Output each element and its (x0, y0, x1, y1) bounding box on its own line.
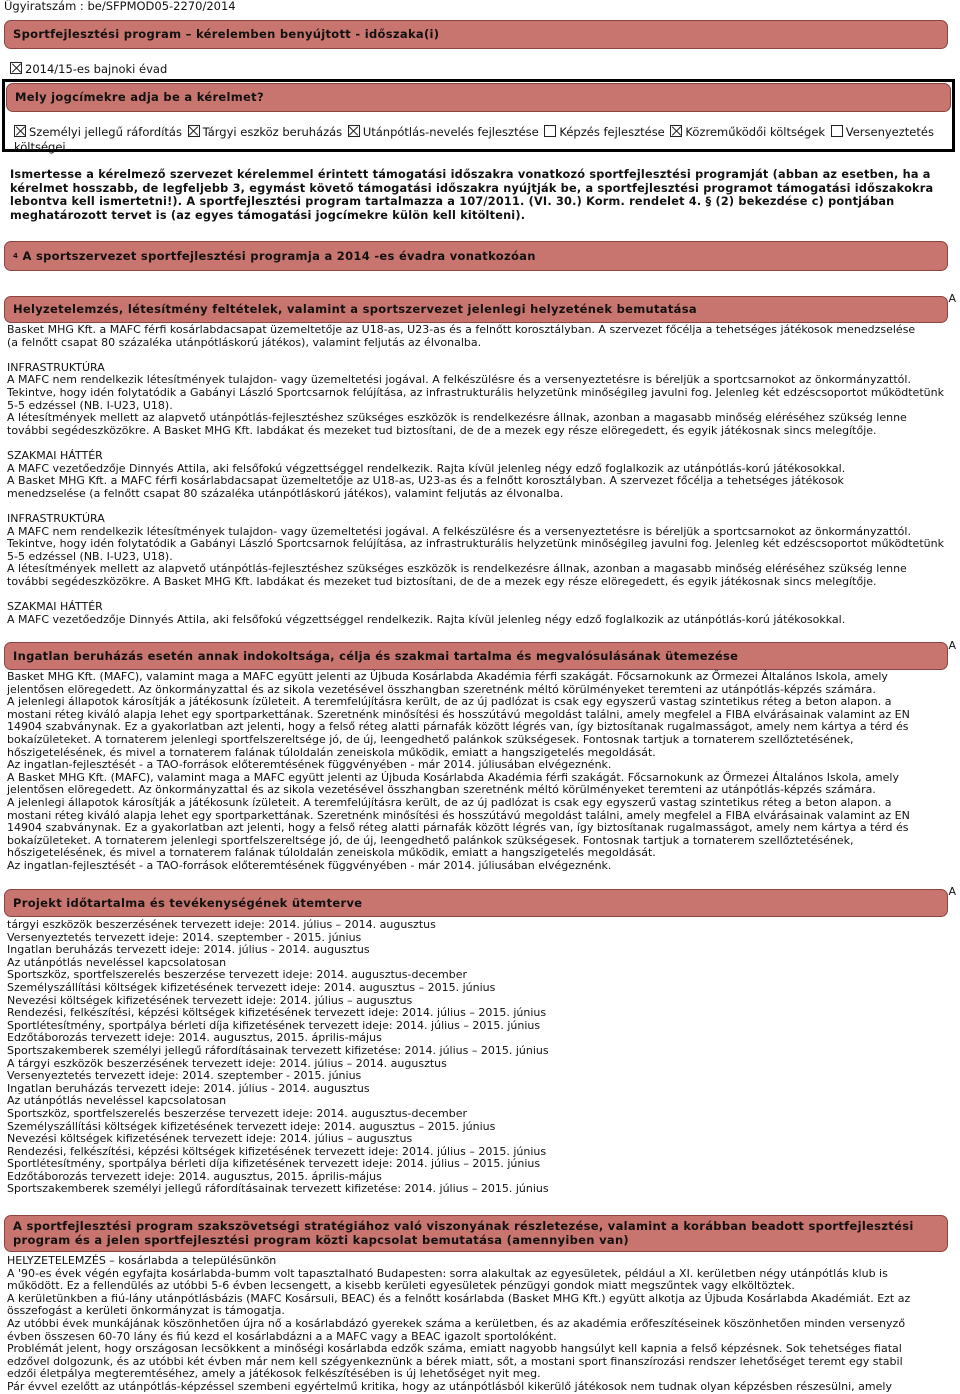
program-period-bar (4, 20, 948, 49)
checkbox-checked-icon[interactable] (348, 125, 360, 137)
duration-text: tárgyi eszközök beszerzésének tervezett ideje: 2014. július – 2014. augusztus Versenyeztetés tervezett ideje: 2014. szeptember - 2015. június Ingatlan beruházás tervezett ideje: 2014. július - 2014. augusztus Az utánpótlás neveléssel kapcsolatosan Sportszköz, sportfelszerelés beszerzése tervezett ideje: 2014. augusztus-december Személyszállítási költségek kifizetésének tervezett ideje: 2014. augusztus – 2015. június Nevezési költségek kifizetésének tervezett ideje: 2014. július – augusztus Rendezési, felkészítési, képzési költségek kifizetésének tervezett ideje: 2014. július – 2015. június Sportlétesítmény, sportpálya bérleti díja kifizetésének tervezett ideje: 2014. július – 2015. június Edzőtáborozás tervezett ideje: 2014. augusztus, 2015. április-május Sportszakemberek személyi jellegű ráfordításainak tervezett kifizetése: 2014. július – 2015. június A tárgyi eszközök beszerzésének tervezett ideje: 2014. július – 2014. augusztus Versenyeztetés tervezett ideje: 2014. szeptember - 2015. június Ingatlan beruházás tervezett ideje: 2014. július - 2014. augusztus Az utánpótlás neveléssel kapcsolatosan Sportszköz, sportfelszerelés beszerzése tervezett ideje: 2014. augusztus-december Személyszállítási költségek kifizetésének tervezett ideje: 2014. augusztus – 2015. június Nevezési költségek kifizetésének tervezett ideje: 2014. július – augusztus Rendezési, felkészítési, képzési költségek kifizetésének tervezett ideje: 2014. július – 2015. június Sportlétesítmény, sportpálya bérleti díja kifizetésének tervezett ideje: 2014. július – 2015. június Edzőtáborozás tervezett ideje: 2014. augusztus, 2015. április-május Sportszakemberek személyi jellegű ráfordításainak tervezett kifizetése: 2014. július – 2015. június (7, 918, 549, 1196)
realestate-text: Basket MHG Kft. (MAFC), valamint maga a MAFC együtt jelenti az Újbuda Kosárlabda Akadémia férfi szakágát. Főcsarnokunk az Őrmezei Általános Iskola, amely jelentősen elöregedett. Az önkormányzattal és az sikola vezetésével összhangban szeretnénk méltó körülményeket teremteni az utánpótlás-képzés számára. A jelenlegi állapotok károsítják a játékosunk ízületeit. A teremfelújításra került, de az új padlózat is csak egy egyszerű vastag szintetikus réteg a beton alapon. a mostani réteg kiváló alapja lehet egy sportparkettának. Szeretnénk minősítési és hosszútávú megoldást találni, amely megfelel a FIBA elvárásainak valamint az EN 14904 szabványnak. Ez a gyakorlatban azt jelenti, hogy a felső réteg alatti párnafák között légrés van, így biztosítanak rugalmasságot, amely nem kártya a térd és bokaízületeket. A tornaterem jelenlegi sportfelszereltsége jó, de új, leengedhető palánkok szükségesek. Fontosnak tartjuk a tornaterem szellőztetésének, hőszigetelésének, és mivel a tornaterem falának túloldalán zeneiskola működik, emiatt a hangszigetelés megoldását. Az ingatlan-fejlesztését - a TAO-források előteremtésének függvényében - már 2014. júliusában elvégeznénk. A Basket MHG Kft. (MAFC), valamint maga a MAFC együtt jelenti az Újbuda Kosárlabda Akadémia férfi szakágát. Főcsarnokunk az Őrmezei Általános Iskola, amely jelentősen elöregedett. Az önkormányzattal és az sikola vezetésével összhangban szeretnénk méltó körülményeket teremteni az utánpótlás-képzés számára. A jelenlegi állapotok károsítják a játékosunk ízületeit. A teremfelújításra került, de az új padlózat is csak egy egyszerű vastag szintetikus réteg a beton alapon. a mostani réteg kiváló alapja lehet egy sportparkettának. Szeretnénk minősítési és hosszútávú megoldást találni, amely megfelel a FIBA elvárásainak valamint az EN 14904 szabványnak. Ez a gyakorlatban azt jelenti, hogy a felső réteg alatti párnafák között légrés van, így biztosítanak rugalmasságot, amely nem kártya a térd és bokaízületeket. A tornaterem jelenlegi sportfelszereltsége jó, de új, leengedhető palánkok szükségesek. Fontosnak tartjuk a tornaterem szellőztetésének, hőszigetelésének, és mivel a tornaterem falának túloldalán zeneiskola működik, emiatt a hangszigetelés megoldását. Az ingatlan-fejlesztését - a TAO-források előteremtésének függvényében - már 2014. júliusában elvégeznénk. (7, 670, 910, 872)
footnote-mark: 4 (13, 251, 19, 260)
checkbox-checked-icon[interactable] (10, 62, 22, 74)
question-bar (6, 83, 951, 112)
strategy-section-bar (4, 1215, 948, 1252)
cost-type-contributor[interactable]: Közreműködői költségek (670, 125, 825, 139)
question-title: Mely jogcímekre adja be a kérelmet? (15, 90, 264, 105)
program-section-title: A sportszervezet sportfejlesztési programja a 2014 -es évadra vonatkozóan (22, 248, 536, 263)
program-period-title: Sportfejlesztési program – kérelemben benyújtott - időszaka(i) (13, 27, 440, 42)
checkbox-checked-icon[interactable] (670, 125, 682, 137)
checkbox-checked-icon[interactable] (188, 125, 200, 137)
realestate-section-bar (4, 642, 948, 670)
situation-section-bar (4, 296, 948, 323)
checkbox-checked-icon[interactable] (14, 125, 26, 137)
duration-section-title: Projekt időtartalma és tevékenységének ütemterve (13, 895, 363, 910)
cost-type-assets[interactable]: Tárgyi eszköz beruházás (188, 125, 343, 139)
cost-type-training[interactable]: Képzés fejlesztése (544, 125, 664, 139)
situation-text: Basket MHG Kft. a MAFC férfi kosárlabdacsapat üzemeltetője az U18-as, U23-as és a felnőtt korosztályban. A szervezet főcélja a tehetséges játékosok menedzselése (a felnőtt csapat 80 százaléka utánpótláskorú játékos), valamint feljutás az élvonalba. INFRASTRUKTÚRA A MAFC nem rendelkezik létesítmények tulajdon- vagy üzemeltetési jogával. A felkészülésre és a versenyeztetésre is béreljük a sportcsarnokot az önkormányzattól. Tekintve, hogy idén folytatódik a Gabányi László Sportcsarnok felújítása, az infrastrukturális helyzetünk minőségileg javulni fog. Jelenleg két edzéscsoportot működtetünk 5-5 edzéssel (NB. I-U23, U18). A létesítmények mellett az alapvető utánpótlás-fejlesztéshez szükséges eszközök is rendelkezésre állnak, azonban a magasabb minőség eléréséhez szükség lenne további segédeszközökre. A Basket MHG Kft. labdákat és mezeket tud biztosítani, de de a mezek egy része elöregedett, és egyik játékosnak sincs melegítője. SZAKMAI HÁTTÉR A MAFC vezetőedzője Dinnyés Attila, aki felsőfokú végzettséggel rendelkezik. Rajta kívül jelenleg négy edző foglalkozik az utánpótlás-korú játékosokkal. A Basket MHG Kft. a MAFC férfi kosárlabdacsapat üzemeltetője az U18-as, U23-as és a felnőtt korosztályban. A szervezet főcélja a tehetséges játékosok menedzselése (a felnőtt csapat 80 százaléka utánpótláskorú játékos), valamint feljutás az élvonalba. INFRASTRUKTÚRA A MAFC nem rendelkezik létesítmények tulajdon- vagy üzemeltetési jogával. A felkészülésre és a versenyeztetésre is béreljük a sportcsarnokot az önkormányzattól. Tekintve, hogy idén folytatódik a Gabányi László Sportcsarnok felújítása, az infrastrukturális helyzetünk minőségileg javulni fog. Jelenleg két edzéscsoportot működtetünk 5-5 edzéssel (NB. I-U23, U18). A létesítmények mellett az alapvető utánpótlás-fejlesztéshez szükséges eszközök is rendelkezésre állnak, azonban a magasabb minőség eléréséhez szükség lenne további segédeszközökre. A Basket MHG Kft. labdákat és mezeket tud biztosítani, de de a mezek egy része elöregedett, és egyik játékosnak sincs melegítője. SZAKMAI HÁTTÉR A MAFC vezetőedzője Dinnyés Attila, aki felsőfokú végzettséggel rendelkezik. Rajta kívül jelenleg négy edző foglalkozik az utánpótlás-korú játékosokkal. (7, 323, 944, 626)
realestate-section-title: Ingatlan beruházás esetén annak indokoltsága, célja és szakmai tartalma és megvalósulásának ütemezése (13, 648, 739, 663)
registry-number: Ügyiratszám : be/SFPMOD05-2270/2014 (4, 0, 236, 13)
intro-instructions: Ismertesse a kérelmező szervezet kérelemmel érintett támogatási időszakra vonatkozó sportfejlesztési programját (abban az esetben, ha a kérelmet hosszabb, de legfeljebb 3, egymást követő támogatási időszakra nyújtják be, a sportfejlesztési programot támogatási időszakokra lebontva kell ismertetni!). A sportfejlesztési program tartalmazza a 107/2011. (VI. 30.) Korm. rendelet 4. § (2) bekezdése c) pontjában meghatározott tervet is (az egyes támogatási jogcímekre külön kell kitölteni). (10, 168, 934, 222)
cost-type-list (14, 125, 949, 155)
season-row (10, 62, 167, 76)
duration-section-bar (4, 889, 948, 917)
checkbox-empty-icon[interactable] (831, 125, 843, 137)
cost-type-youth[interactable]: Utánpótlás-nevelés fejlesztése (348, 125, 539, 139)
strategy-section-title: A sportfejlesztési program szakszövetségi stratégiához való viszonyának részletezése, valamint a korábban beadott sportfejlesztési program és a jelen sportfejlesztési program közti kapcsolat bemutatása (amennyiben van) (13, 1219, 914, 1247)
situation-side-marker: A (948, 292, 956, 305)
situation-section-title: Helyzetelemzés, létesítmény feltételek, valamint a sportszervezet jelenlegi helyzetének bemutatása (13, 302, 697, 317)
cost-type-competition[interactable]: Versenyeztetés költségei (14, 125, 934, 154)
checkbox-empty-icon[interactable] (544, 125, 556, 137)
season-label: 2014/15-es bajnoki évad (25, 62, 168, 76)
program-section-bar (4, 241, 948, 271)
strategy-text: HELYZETELEMZÉS – kosárlabda a településünkön A '90-es évek végén egyfajta kosárlabda-bumm volt tapasztalható Budapesten: sorra alakultak az egyesületek, például a XI. kerületben négy utánpótlás klub is működött. Ez a fellendülés az utóbbi 5-6 évben lecsengett, a kisebb kerületi egyesületek pénzügyi gondok miatt megszűntek vagy elköltöztek. A kerületünkben a fiú-lány utánpótlásbázis (MAFC Kosársuli, BEAC) és a felnőtt kosárlabda (Basket MHG Kft.) együtt alkotja az Újbuda Kosárlabda Akadémiát. Ezt az összefogást a kerületi önkormányzat is támogatja. Az utóbbi évek munkájának köszönhetően újra nő a kosárlabdázó gyerekek száma a kerületben, és az akadémia erőfeszítéseinek köszönhetően minden versenyző évben összesen 60-70 lány és fiú kezd el kosárlabdázni a a MAFC vagy a BEAC igazolt sportolóként. Problémát jelent, hogy országosan lecsökkent a minőségi kosárlabda edzők száma, emiatt nagyobb hangsúlyt kell kapnia a felső képzésnek. Sok tehetséges fiatal edzővel dolgozunk, és az utóbbi két évben már nem kell szégyenkeznünk a bérek miatt, sőt, a mostani sport finanszírozási rendszer lehetőséget teremt egy stabil edzői életpálya megteremtéséhez, amely a játékosok felkészítésében is új lehetőséget nyit meg. Pár évvel ezelőtt az utánpótlás-képzéssel szembeni egyértelmű kritika, hogy az utánpótlásból kikerülő játékosok nem tudnak olyan képzésben részesülni, amely (7, 1254, 911, 1393)
cost-type-personal[interactable]: Személyi jellegű ráfordítás (14, 125, 182, 139)
realestate-side-marker: A (948, 639, 956, 652)
duration-side-marker: A (948, 885, 956, 898)
